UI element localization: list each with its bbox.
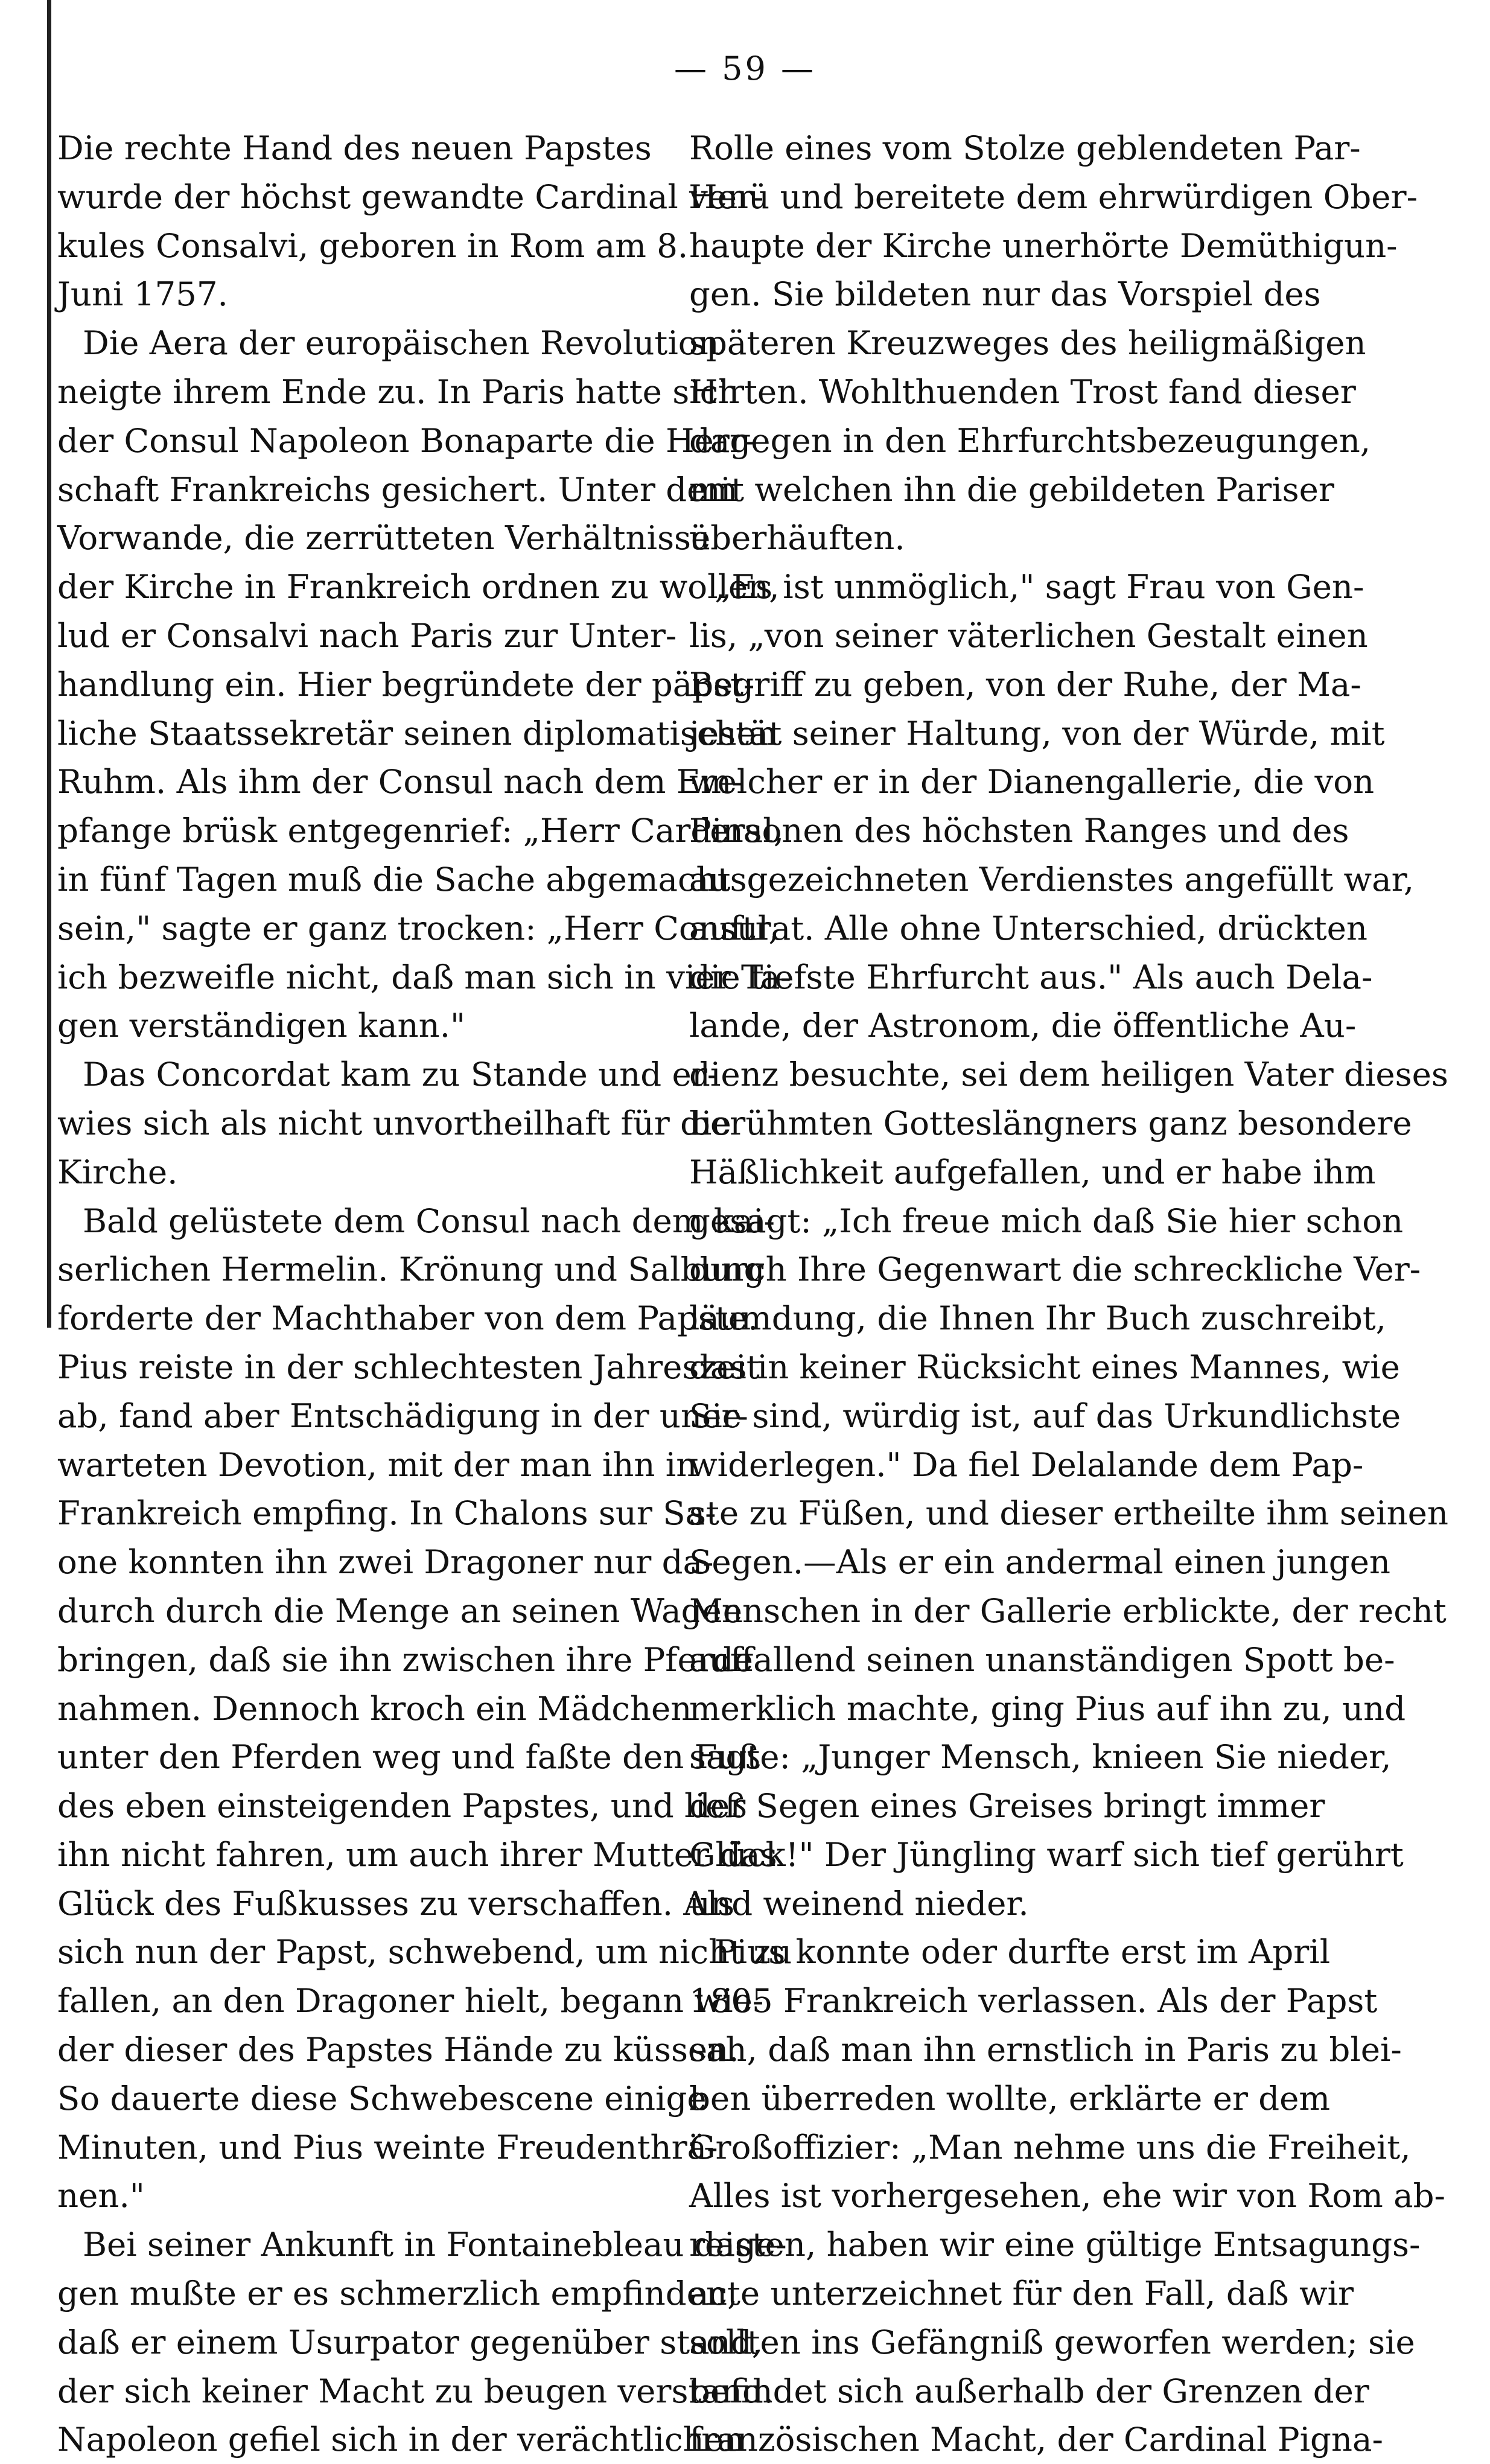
- text-line: sah, daß man ihn ernstlich in Paris zu blei-: [689, 2030, 1402, 2069]
- text-line: bringen, daß sie ihn zwischen ihre Pferde: [57, 1640, 753, 1679]
- text-line: das in keiner Rücksicht eines Mannes, wie: [689, 1347, 1400, 1386]
- page-number: — 59 —: [673, 49, 817, 88]
- text-line: Glück!" Der Jüngling warf sich tief gerührt: [689, 1835, 1404, 1874]
- text-line: der Kirche in Frankreich ordnen zu wollen,: [57, 567, 780, 606]
- text-line: „Es ist unmöglich," sagt Frau von Gen-: [715, 567, 1364, 606]
- text-line: liche Staatssekretär seinen diplomatischen: [57, 713, 777, 753]
- text-line: handlung ein. Hier begründete der päpst-: [57, 664, 755, 704]
- text-line: Glück des Fußkusses zu verschaffen. Als: [57, 1883, 735, 1923]
- text-line: So dauerte diese Schwebescene einige: [57, 2078, 707, 2118]
- text-line: mit welchen ihn die gebildeten Pariser: [689, 470, 1334, 509]
- text-line: Vorwande, die zerrütteten Verhältnisse: [57, 518, 711, 558]
- text-line: welcher er in der Dianengallerie, die von: [689, 762, 1375, 801]
- text-line: wies sich als nicht unvortheilhaft für die: [57, 1103, 731, 1142]
- text-line: lud er Consalvi nach Paris zur Unter-: [57, 616, 677, 655]
- text-line: gen verständigen kann.": [57, 1006, 466, 1045]
- text-line: jestät seiner Haltung, von der Würde, mit: [689, 713, 1385, 753]
- text-line: Hirten. Wohlthuenden Trost fand dieser: [689, 372, 1356, 411]
- text-line: nahmen. Dennoch kroch ein Mädchen: [57, 1689, 692, 1728]
- text-line: sein," sagte er ganz trocken: „Herr Consul,: [57, 908, 779, 947]
- text-line: durch Ihre Gegenwart die schreckliche Ver-: [689, 1250, 1421, 1289]
- text-line: ab, fand aber Entschädigung in der uner-: [57, 1396, 748, 1435]
- text-line: ste zu Füßen, und dieser ertheilte ihm seinen: [689, 1494, 1449, 1533]
- text-line: Pius konnte oder durfte erst im April: [715, 1932, 1331, 1972]
- text-line: der dieser des Papstes Hände zu küssen.: [57, 2030, 739, 2069]
- text-line: Bald gelüstete dem Consul nach dem kai-: [83, 1201, 775, 1240]
- text-line: Das Concordat kam zu Stande und er-: [83, 1055, 719, 1094]
- text-line: Segen.—Als er ein andermal einen jungen: [689, 1542, 1390, 1582]
- text-line: Sie sind, würdig ist, auf das Urkundlichste: [689, 1396, 1401, 1435]
- text-line: der Consul Napoleon Bonaparte die Herr-: [57, 421, 757, 460]
- text-line: Juni 1757.: [57, 275, 228, 314]
- text-line: Alles ist vorhergesehen, ehe wir von Rom ab-: [689, 2176, 1445, 2215]
- text-line: Begriff zu geben, von der Ruhe, der Ma-: [689, 664, 1361, 704]
- text-line: Kirche.: [57, 1152, 178, 1191]
- left-margin-rule: [47, 0, 51, 1328]
- text-line: haupte der Kirche unerhörte Demüthigun-: [689, 226, 1398, 265]
- text-line: one konnten ihn zwei Dragoner nur da-: [57, 1542, 714, 1582]
- text-line: Die rechte Hand des neuen Papstes: [57, 129, 652, 167]
- text-line: Pius reiste in der schlechtesten Jahreszeit: [57, 1347, 760, 1386]
- text-line: venü und bereitete dem ehrwürdigen Ober-: [689, 177, 1418, 216]
- text-line: forderte der Machthaber von dem Papste.: [57, 1299, 759, 1338]
- text-line: daß er einem Usurpator gegenüber stand,: [57, 2322, 762, 2361]
- text-line: 1805 Frankreich verlassen. Als der Papst: [689, 1981, 1378, 2020]
- text-line: befindet sich außerhalb der Grenzen der: [689, 2371, 1369, 2410]
- text-line: späteren Kreuzweges des heiligmäßigen: [689, 323, 1366, 363]
- text-line: ich bezweifle nicht, daß man sich in vier Ta-: [57, 957, 791, 996]
- text-line: reisten, haben wir eine gültige Entsagungs-: [689, 2225, 1421, 2264]
- text-line: acte unterzeichnet für den Fall, daß wir: [689, 2274, 1354, 2313]
- text-line: läumdung, die Ihnen Ihr Buch zuschreibt,: [689, 1299, 1386, 1338]
- text-line: lande, der Astronom, die öffentliche Au-: [689, 1006, 1357, 1045]
- text-line: Minuten, und Pius weinte Freudenthrä-: [57, 2127, 718, 2166]
- text-line: nen.": [57, 2176, 145, 2215]
- text-line: merklich machte, ging Pius auf ihn zu, und: [689, 1689, 1406, 1728]
- text-line: Häßlichkeit aufgefallen, und er habe ihm: [689, 1152, 1376, 1191]
- text-line: Menschen in der Gallerie erblickte, der recht: [689, 1591, 1447, 1630]
- text-line: in fünf Tagen muß die Sache abgemacht: [57, 859, 731, 899]
- text-line: dienz besuchte, sei dem heiligen Vater dieses: [689, 1055, 1448, 1094]
- text-line: neigte ihrem Ende zu. In Paris hatte sich: [57, 372, 740, 411]
- text-line: berühmten Gotteslängners ganz besondere: [689, 1103, 1412, 1142]
- text-line: unter den Pferden weg und faßte den Fuß: [57, 1737, 760, 1777]
- text-line: wurde der höchst gewandte Cardinal Her-: [57, 177, 764, 216]
- text-line: warteten Devotion, mit der man ihn in: [57, 1445, 698, 1484]
- text-line: auftrat. Alle ohne Unterschied, drückten: [689, 908, 1368, 947]
- left-text-column: [57, 124, 792, 2464]
- text-line: französischen Macht, der Cardinal Pigna-: [689, 2420, 1383, 2459]
- text-line: gen. Sie bildeten nur das Vorspiel des: [689, 275, 1321, 314]
- text-line: dagegen in den Ehrfurchtsbezeugungen,: [689, 421, 1371, 460]
- text-line: ausgezeichneten Verdienstes angefüllt war,: [689, 859, 1415, 899]
- text-line: die tiefste Ehrfurcht aus." Als auch Dela-: [689, 957, 1373, 996]
- text-line: Rolle eines vom Stolze geblendeten Par-: [689, 129, 1361, 167]
- text-line: Personen des höchsten Ranges und des: [689, 811, 1349, 850]
- text-line: der Segen eines Greises bringt immer: [689, 1786, 1325, 1826]
- right-text-column: [689, 124, 1449, 2464]
- text-line: kules Consalvi, geboren in Rom am 8.: [57, 226, 689, 265]
- text-line: durch durch die Menge an seinen Wagen: [57, 1591, 743, 1630]
- text-line: überhäuften.: [689, 518, 905, 558]
- text-line: und weinend nieder.: [689, 1883, 1029, 1923]
- text-line: gesagt: „Ich freue mich daß Sie hier schon: [689, 1201, 1404, 1240]
- text-line: serlichen Hermelin. Krönung und Salbung: [57, 1250, 765, 1289]
- text-line: ben überreden wollte, erklärte er dem: [689, 2078, 1331, 2118]
- text-line: lis, „von seiner väterlichen Gestalt einen: [689, 616, 1368, 655]
- text-line: auffallend seinen unanständigen Spott be-: [689, 1640, 1395, 1679]
- text-line: sich nun der Papst, schwebend, um nicht zu: [57, 1932, 792, 1972]
- text-line: ihn nicht fahren, um auch ihrer Mutter das: [57, 1835, 777, 1874]
- text-line: sollten ins Gefängniß geworfen werden; sie: [689, 2322, 1415, 2361]
- text-line: Frankreich empfing. In Chalons sur Sa-: [57, 1494, 716, 1533]
- text-line: Bei seiner Ankunft in Fontainebleau dage-: [83, 2225, 787, 2264]
- text-line: gen mußte er es schmerzlich empfinden,: [57, 2274, 738, 2313]
- text-line: widerlegen." Da fiel Delalande dem Pap-: [689, 1445, 1364, 1484]
- text-line: der sich keiner Macht zu beugen verstand.: [57, 2371, 774, 2410]
- text-line: pfange brüsk entgegenrief: „Herr Cardinal,: [57, 811, 785, 850]
- text-line: fallen, an den Dragoner hielt, begann wie-: [57, 1981, 764, 2020]
- text-line: sagte: „Junger Mensch, knieen Sie nieder,: [689, 1737, 1392, 1777]
- text-line: des eben einsteigenden Papstes, und ließ: [57, 1786, 747, 1826]
- text-line: Großoffizier: „Man nehme uns die Freiheit,: [689, 2127, 1411, 2166]
- text-line: Napoleon gefiel sich in der verächtlichen: [57, 2420, 745, 2459]
- text-line: Die Aera der europäischen Revolution: [83, 323, 719, 363]
- text-line: schaft Frankreichs gesichert. Unter dem: [57, 470, 738, 509]
- text-line: Ruhm. Als ihm der Consul nach dem Em-: [57, 762, 743, 801]
